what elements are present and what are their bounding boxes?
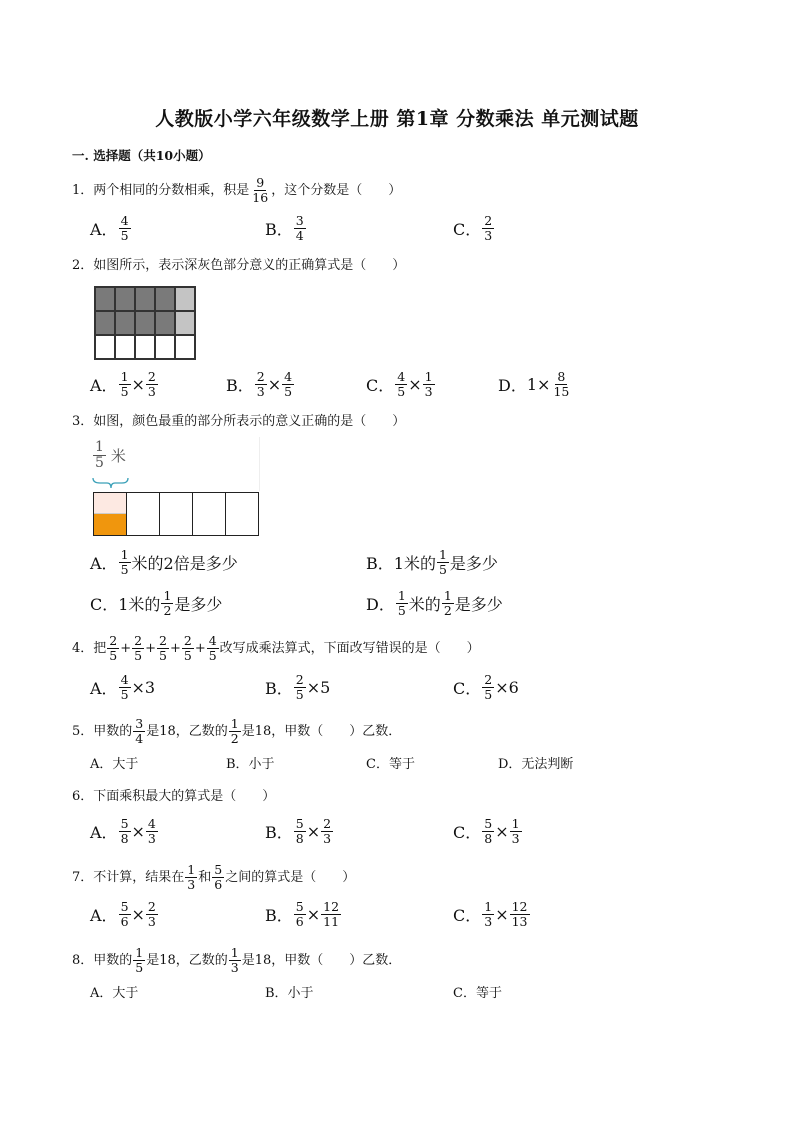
grid-cell-dark xyxy=(115,287,135,311)
q5-option-b[interactable]: B．小于 xyxy=(226,757,275,772)
q1-option-c[interactable]: C． $\frac{2}{3}$ xyxy=(453,213,493,243)
q6-option-a[interactable]: A． $\frac{5}{8}$ × $\frac{4}{3}$ xyxy=(90,816,156,846)
q3-strip-figure xyxy=(93,492,259,536)
q2-grid-figure xyxy=(94,286,196,360)
grid-cell-light xyxy=(175,287,195,311)
section-heading: 一. 选择题（共10小题） xyxy=(72,148,211,163)
question-1 xyxy=(72,176,401,205)
q7-option-c[interactable]: C． $\frac{1}{3}$ × $\frac{12}{13}$ xyxy=(453,899,528,929)
question-3: 3．如图，颜色最重的部分所表示的意义正确的是（ ） xyxy=(72,414,406,429)
q2-option-c[interactable]: C． $\frac{4}{5}$ × $\frac{1}{3}$ xyxy=(366,369,433,399)
question-2: 2．如图所示，表示深灰色部分意义的正确算式是（ ） xyxy=(72,258,406,273)
question-4: 4．把 $\frac{2}{5}$ + $\frac{2}{5}$ + $\frac{2}{5}$ + $\frac{2}{5}$ + $\frac{4}{5}$ 改写成乘法算式，下面改写错误的是（ ） xyxy=(72,633,480,663)
q1-text-post: ，这个分数是（ ） xyxy=(271,182,402,198)
q3-figure-edge xyxy=(259,437,260,491)
grid-cell-white xyxy=(175,335,195,359)
q7-option-a[interactable]: A． $\frac{5}{6}$ × $\frac{2}{3}$ xyxy=(90,899,156,929)
q3-figure-label: $\frac{1}{5}$ 米 xyxy=(95,439,126,471)
strip-segment xyxy=(126,493,159,535)
grid-cell-white xyxy=(115,335,135,359)
grid-cell-dark xyxy=(95,287,115,311)
grid-cell-dark xyxy=(155,287,175,311)
q3-option-c[interactable]: C． 1米的 $\frac{1}{2}$ 是多少 xyxy=(90,588,223,618)
grid-cell-light xyxy=(175,311,195,335)
grid-cell-white xyxy=(155,335,175,359)
question-8: 8．甲数的 $\frac{1}{5}$ 是18，乙数的 $\frac{1}{3}$ 是18，甲数（ ）乙数． xyxy=(72,945,402,975)
q1-text-pre: 1．两个相同的分数相乘，积是 xyxy=(72,182,250,198)
grid-cell-white xyxy=(95,335,115,359)
q7-option-b[interactable]: B． $\frac{5}{6}$ × $\frac{12}{11}$ xyxy=(265,899,340,929)
q1-fraction: $\frac{9}{16}$ xyxy=(252,175,269,205)
q3-option-b[interactable]: B． 1米的 $\frac{1}{5}$ 是多少 xyxy=(366,547,498,577)
q6-option-c[interactable]: C． $\frac{5}{8}$ × $\frac{1}{3}$ xyxy=(453,816,520,846)
question-5: 5．甲数的 $\frac{3}{4}$ 是18，乙数的 $\frac{1}{2}$ 是18，甲数（ ）乙数． xyxy=(72,716,402,746)
strip-segment xyxy=(192,493,225,535)
question-6: 6．下面乘积最大的算式是（ ） xyxy=(72,789,276,804)
q4-option-a[interactable]: A． $\frac{4}{5}$ ×3 xyxy=(90,672,156,702)
q4-option-b[interactable]: B． $\frac{2}{5}$ ×5 xyxy=(265,672,331,702)
grid-cell-dark xyxy=(115,311,135,335)
q8-option-c[interactable]: C．等于 xyxy=(453,986,502,1001)
q2-option-b[interactable]: B． $\frac{2}{3}$ × $\frac{4}{5}$ xyxy=(226,369,293,399)
strip-segment xyxy=(225,493,258,535)
q3-brace xyxy=(92,476,132,490)
q5-option-a[interactable]: A．大于 xyxy=(90,757,139,772)
q8-option-a[interactable]: A．大于 xyxy=(90,986,139,1001)
strip-segment xyxy=(159,493,192,535)
q2-option-d[interactable]: D． 1× $\frac{8}{15}$ xyxy=(498,369,570,399)
question-7: 7．不计算，结果在 $\frac{1}{3}$ 和 $\frac{5}{6}$ 之间的算式是（ ） xyxy=(72,862,356,892)
q1-option-a[interactable]: A． $\frac{4}{5}$ xyxy=(90,213,129,243)
q5-option-c[interactable]: C．等于 xyxy=(366,757,415,772)
q6-option-b[interactable]: B． $\frac{5}{8}$ × $\frac{2}{3}$ xyxy=(265,816,332,846)
page-title: 人教版小学六年级数学上册 第1章 分数乘法 单元测试题 xyxy=(155,108,639,130)
grid-cell-dark xyxy=(95,311,115,335)
q1-option-b[interactable]: B． $\frac{3}{4}$ xyxy=(265,213,304,243)
grid-cell-dark xyxy=(135,311,155,335)
strip-segment-shaded xyxy=(94,493,126,535)
grid-cell-white xyxy=(135,335,155,359)
q5-option-d[interactable]: D．无法判断 xyxy=(498,757,574,772)
q2-option-a[interactable]: A． $\frac{1}{5}$ × $\frac{2}{3}$ xyxy=(90,369,156,399)
q3-option-a[interactable]: A． $\frac{1}{5}$ 米的2倍是多少 xyxy=(90,547,238,577)
q4-option-c[interactable]: C． $\frac{2}{5}$ ×6 xyxy=(453,672,519,702)
q3-option-d[interactable]: D． $\frac{1}{5}$ 米的 $\frac{1}{2}$ 是多少 xyxy=(366,588,503,618)
grid-cell-dark xyxy=(155,311,175,335)
grid-cell-dark xyxy=(135,287,155,311)
q8-option-b[interactable]: B．小于 xyxy=(265,986,314,1001)
